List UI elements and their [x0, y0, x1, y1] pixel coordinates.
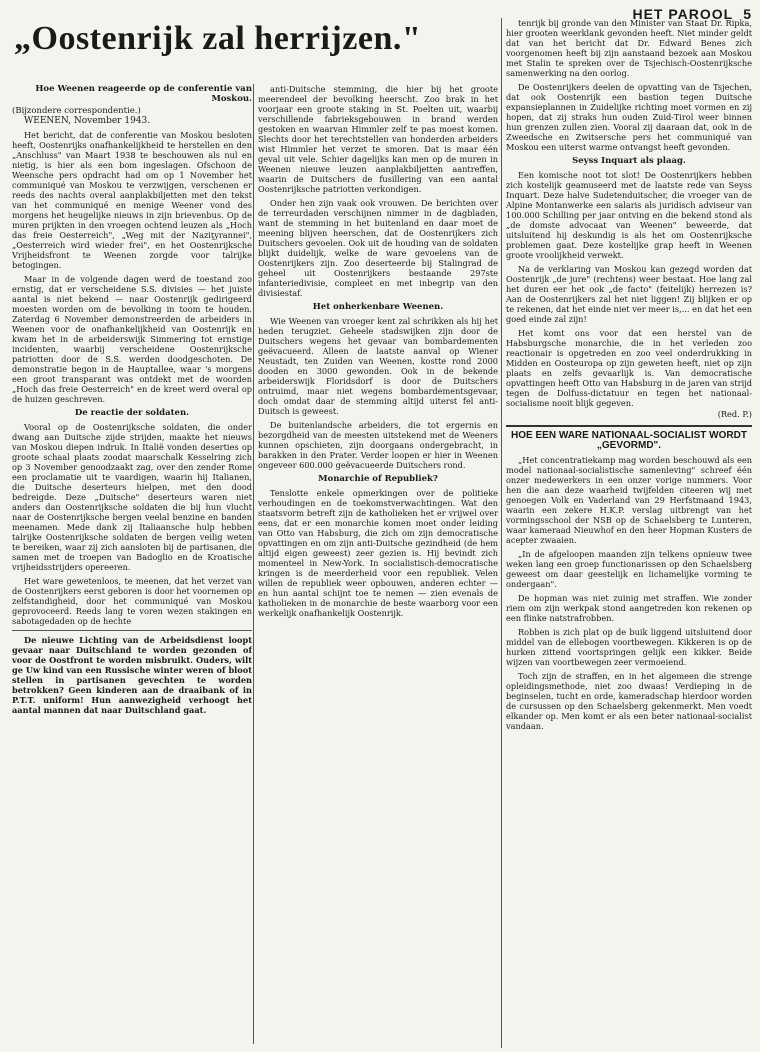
paragraph: tenrijk bij gronde van den Minister van Staat Dr. Ripka, hier grooten weerklank gevonden heeft. Niet minder geldt dat van het bericht dat Dr. Edward Benes zich voorgenomen heeft bij zijn aanstaand bezoek aan Moskou met Stalin te spreken over de Tsjechisch-Oostenrijksche samenwerking na den oorlog. — [506, 18, 752, 78]
article-subhead: Hoe Weenen reageerde op de conferentie van Moskou. — [35, 84, 252, 104]
paragraph: anti-Duitsche stemming, die hier bij het groote meerendeel der bevolking heerscht. Zoo brak in het voorjaar een groote staking in St. Poelten uit, waarbij verschillende fabrieksgebouwen in brand werden gestoken en waarvan Himmler zelf te pas moest komen. Slechts door het terechtstellen van honderden arbeiders wist Himmler het verzet te smoren. Dat is maar één geval uit vele. Schier dagelijks kan men op de muren in Weenen nieuwe leuzen aanplakbiljetten aantreffen, waarin de Duitschers de fusillering van een aantal Oostenrijksche patriotten verkondigen. — [258, 84, 498, 194]
paragraph: Vooral op de Oostenrijksche soldaten, die onder dwang aan Duitsche zijde strijden, maakte het nieuws van Moskou diepen indruk. In Italië vonden deserties op groote schaal plaats zoodat maarschalk Kesselring zich op 3 November genoodzaakt zag, over den zender Rome een proclamatie uit te vaardigen, waarin hij Italianen, die Duitsche deserteurs hielpen, met den dood bedreigde. Deze „Duitsche" deserteurs waren niet anders dan Oostenrijksche soldaten die bij hun vlucht naar de Oostenrijksche bergen veelal benzine en banden meenamen. Mede dank zij Italiaansche hulp hebben talrijke Oostenrijksche soldaten de bergen veilig weten te bereiken, waar zij zich aansloten bij de partisanen, die samen met de troepen van Badoglio en de Kroatische vrijheidsstrijders opereeren. — [12, 422, 252, 572]
paragraph: Het ware gewetenloos, te meenen, dat het verzet van de Oostenrijkers eerst geboren is door het voornemen op zelfstandigheid, door het communiqué van Moskou geprovoceerd. Reeds lang te voren wezen stakingen en sabotagedaden op de hechte — [12, 576, 252, 626]
paragraph: Onder hen zijn vaak ook vrouwen. De berichten over de terreurdaden verschijnen nimmer in de dagbladen, want de stemming in het buitenland en daar moet de meening blijven heerschen, dat de Oostenrijkers zich Duitschers gevoelen. Ook uit de houding van de soldaten blijkt duidelijk, welke de ware gevoelens van de Oostenrijkers zijn. Zoo deserteerde bij Stalingrad de geheel uit Oostenrijkers bestaande 297ste infanteriedivisie, compleet en met inbegrip van den divisiestaf. — [258, 198, 498, 298]
section-heading: Het onherkenbare Weenen. — [312, 302, 444, 312]
paragraph: De Oostenrijkers deelen de opvatting van de Tsjechen, dat ook Oostenrijk een bastion tegen Duitsche expansieplannen in Zuidelijke richting moet vormen en zij hopen, dat zij straks hun ouden Zuid-Tirol weer binnen hun grenzen zullen zien. Vooral zij daaraan dat, ook in de Zweedsche en Zwitsersche pers het communiqué van Moskou een uiterst warme ontvangst heeft gevonden. — [506, 82, 752, 152]
paragraph: Tenslotte enkele opmerkingen over de politieke verhoudingen en de toekomstverwachtingen. Wat den staatsvorm betreft zijn de katholieken het er vrijwel over eens, dat er een monarchie komen moet onder leiding van Otto van Habsburg, die zich om zijn democratische opvattingen en om zijn anti-Duitsche gezindheid (de hem altijd eigen geweest) zeer gezien is. Hij bevindt zich momenteel in New-York. In socialistisch-democratische kringen is de meerderheid voor een republiek. Velen willen de republiek weer opbouwen, anderen echter — en hun aantal schijnt toe te nemen — zien evenals de katholieken in de monarchie de beste waarborg voor een werkelijk onafhankelijk Oostenrijk. — [258, 488, 498, 618]
paragraph: Het bericht, dat de conferentie van Moskou besloten heeft, Oostenrijks onafhankelijkheid te herstellen en den „Anschluss" van Maart 1938 te beschouwen als nul en nietig, is hier als een bom ingeslagen. Ofschoon de Weensche pers opdracht had om op 1 November het communiqué van Moskou te verzwijgen, verschenen er reeds des nachts overal aanplakbiljetten met den tekst van het communiqué en menige Weener vond des morgens het heugelijke nieuws in zijn brievenbus. Op de muren prijkten in den vroegen ochtend leuzen als „Hoch das freie Oesterreich", „Weg mit der Naziţyrannei", „Oesterreich wird wieder frei", en het Oostenrijksche Vrijheidsfront te Weenen zorgde voor talrijke betogingen. — [12, 130, 252, 270]
column-1 — [12, 84, 252, 1039]
notice-box: De nieuwe Lichting van de Arbeidsdienst loopt gevaar naar Duitschland te worden gezonden of voor de Oostfront te worden misbruikt. Ouders, wilt ge Uw kind van een Russische winter weren of bloot stellen in partisanen gevechten te worden betrokken? Geen kinderen aan de draaibank of in P.T.T. uniform! Hun aanwezigheid verhoogt het aantal mannen dat naar Duitschland gaat. — [12, 630, 252, 715]
box-heading: HOE EEN WARE NATIONAAL-SOCIALIST WORDT „GEVORMD". — [506, 425, 752, 451]
page-number: 5 — [743, 6, 752, 22]
section-heading: Monarchie of Republiek? — [318, 474, 438, 484]
editor-sign: (Red. P.) — [717, 409, 752, 419]
article-source: (Bijzondere correspondentie.) — [12, 106, 141, 116]
paragraph: De hopman was niet zuinig met straffen. Wie zonder riem om zijn werkpak stond aangetreden kon rekenen op een flinke natstrafrobben. — [506, 593, 752, 623]
paragraph: Wie Weenen van vroeger kent zal schrikken als hij het heden terugziet. Geheele stadswijken zijn door de Duitschers wegens het gevaar van bombardementen geëvacueerd. Alleen de laatste aanval op Wiener Neustadt, ten Zuiden van Weenen, kostte rond 2000 dooden en 3000 gewonden. Ook in de bekende arbeiderswijk Floridsdorf is door de Duitschers ontruimd, maar niet wegens bombardementsgevaar, doch omdat daar de stemming altijd uiterst fel anti-Duitsch is geweest. — [258, 316, 498, 416]
paragraph: Robben is zich plat op de buik liggend uitsluitend door middel van de ellebogen voortbewegen. Kikkeren is op de hurken zittend voortspringen gelijk een kikker. Beide wijzen van voortbewegen zeer vermoeiend. — [506, 627, 752, 667]
column-3 — [506, 18, 752, 1048]
paragraph: Na de verklaring van Moskou kan gezegd worden dat Oostenrijk „de jure" (rechtens) weer bestaat. Hoe lang zal het duren eer het ook „de facto" (feitelijk) herrezen is? Aan de Oostenrijkers zal het niet liggen! Zij blijken er op te rekenen, dat het einde niet ver meer is,... en dat het een goed einde zal zijn! — [506, 264, 752, 324]
headline: „Oostenrijk zal herrijzen." — [14, 20, 422, 57]
paragraph: Maar in de volgende dagen werd de toestand zoo ernstig, dat er verscheidene S.S. divisies — het juiste aantal is niet bekend — naar Oostenrijk gedirigeerd moesten worden om de bevolking in toom te houden. Zaterdag 6 November demonstreerden de arbeiders in Weenen voor de onafhankelijkheid van Oostenrijk en kwam het in de arbeiderswijk Simmering tot ernstige incidenten, waarbij verscheidene Oostenrijksche patriotten door de S.S. werden doodgeschoten. De demonstratie begon in de Hauptallee, waar 's morgens een groot transparant was ontdekt met de woorden „Hoch das freie Oesterreich" en de kreet werd overal op de huizen geschreven. — [12, 274, 252, 404]
section-heading: De reactie der soldaten. — [74, 408, 190, 418]
section-heading: Seyss Inquart als plaag. — [572, 156, 686, 166]
paragraph: „In de afgeloopen maanden zijn telkens opnieuw twee weken lang een groep functionarissen op den Schaelsberg geweest om daar geestelijk en lichamelijke vorming te ondergaan". — [506, 549, 752, 589]
paper-name: HET PAROOL — [632, 6, 734, 22]
paragraph: Een komische noot tot slot! De Oostenrijkers hebben zich kostelijk geamuseerd met de laatste rede van Seyss Inquart. Deze halve Sudetenduitscher, die vroeger van de Alpine Montanwerke een salaris als juridisch adviseur van 100.000 Schilling per jaar ontving en die bekend stond als „de domste advocaat van Weenen" beweerde, dat uitsluitend hij deskundig is als het om Oostenrijksche problemen gaat. Deze kostelijke grap heeft in Weenen groote vroolijkheid verwekt. — [506, 170, 752, 260]
column-2 — [258, 84, 498, 1039]
paragraph: Toch zijn de straffen, en in het algemeen die strenge opleidingsmethode, niet zoo dwaas! Verdieping in de beginselen, tucht en orde, kameradschap hierdoor worden de cursussen op den Schaelsberg gekenmerkt. Men voedt elkander op. Men komt er als een beter nationaal-socialist vandaan. — [506, 671, 752, 731]
column-rule — [253, 84, 254, 1044]
paragraph: De buitenlandsche arbeiders, die tot ergernis en bezorgdheid van de meesten uitstekend met de Weeners kunnen opschieten, zijn doorgaans ondergebracht, in barakken in den Prater. Verder loopen er hier in Weenen ongeveer 600.000 geëvacueerde Duitschers rond. — [258, 420, 498, 470]
paragraph: Het komt ons voor dat een herstel van de Habsburgsche monarchie, die in het verleden zoo reactionair is opgetreden en zoo veel onderdrukking in Midden en Oosteuropa op zijn geweten heeft, niet op zijn plaats en zelfs gevaarlijk is. Van democratische opvattingen heeft Otto van Habsburg in de jaren van strijd tegen de Dolfuss-dictatuur en tegen het nationaal-socialisme nooit blijk gegeven. — [506, 328, 752, 408]
dateline: WEENEN, November 1943. — [24, 116, 151, 126]
paragraph: „Het concentratiekamp mag worden beschouwd als een model nationaal-socialistische samenleving" schreef één onzer medewerkers in een onzer vorige nummers. Voor hen die aan deze waarheid twijfelden citeeren wij met genoegen Volk en Vaderland van 29 Herfstmaand 1943, waarin een zekere H.K.P. verslag uitbrengt van het vormingsschool der NSB op de Schaelsberg te Lunteren, waar kameraad Nieuwhof en den heer Hopman Kusters de acepter zwaaien. — [506, 455, 752, 545]
column-rule — [501, 18, 502, 1048]
